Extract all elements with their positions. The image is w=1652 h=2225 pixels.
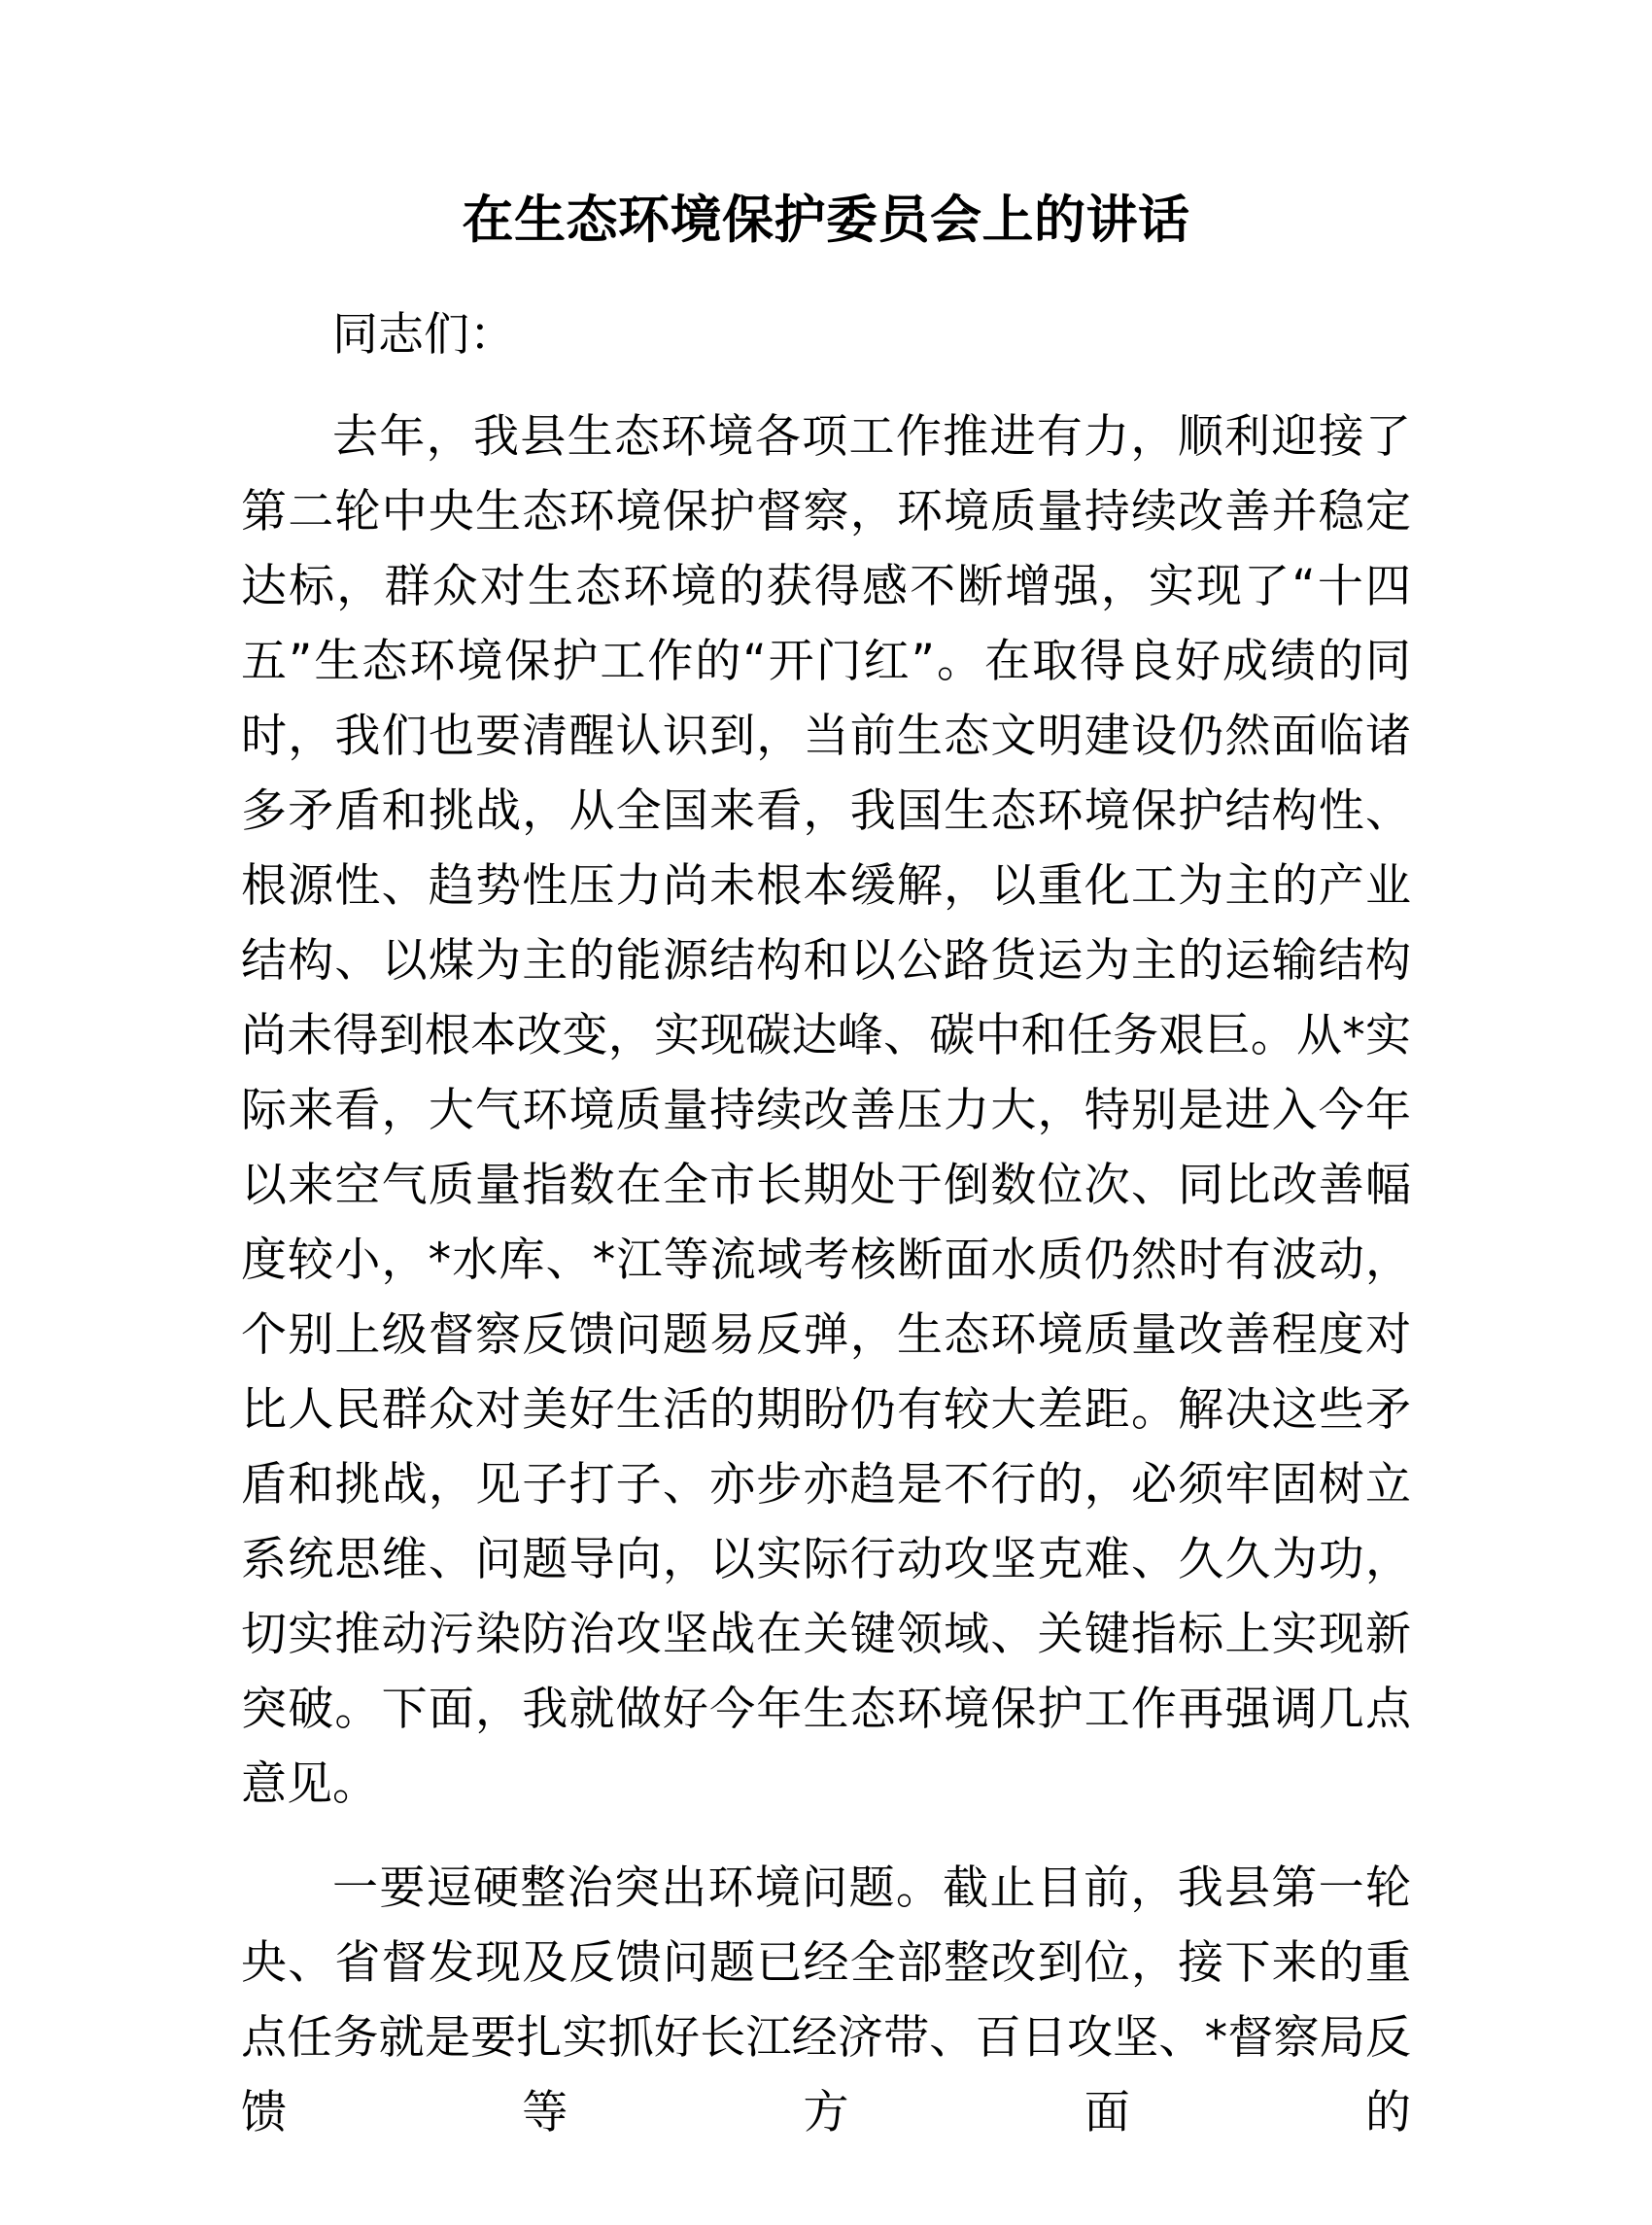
salutation: 同志们：	[332, 308, 515, 362]
page-title: 在生态环境保护委员会上的讲话	[462, 191, 1190, 250]
body-paragraph-2: 一要逗硬整治突出环境问题。截止目前，我县第一轮央、省督发现及反馈问题已经全部整改到位，接下来的重点任务就是要扎实抓好长江经济带、百日攻坚、*督察局反馈等方面的	[241, 1861, 1411, 2139]
document-body	[241, 0, 1411, 2225]
body-paragraph-1: 去年，我县生态环境各项工作推进有力，顺利迎接了第二轮中央生态环境保护督察，环境质量持续改善并稳定达标，群众对生态环境的获得感不断增强，实现了“十四五”生态环境保护工作的“开门红”。在取得良好成绩的同时，我们也要清醒认识到，当前生态文明建设仍然面临诸多矛盾和挑战，从全国来看，我国生态环境保护结构性、根源性、趋势性压力尚未根本缓解，以重化工为主的产业结构、以煤为主的能源结构和以公路货运为主的运输结构尚未得到根本改变，实现碳达峰、碳中和任务艰巨。从*实际来看，大气环境质量持续改善压力大，特别是进入今年以来空气质量指数在全市长期处于倒数位次、同比改善幅度较小，*水库、*江等流域考核断面水质仍然时有波动，个别上级督察反馈问题易反弹，生态环境质量改善程度对比人民群众对美好生活的期盼仍有较大差距。解决这些矛盾和挑战，见子打子、亦步亦趋是不行的，必须牢固树立系统思维、问题导向，以实际行动攻坚克难、久久为功，切实推动污染防治攻坚战在关键领域、关键指标上实现新突破。下面，我就做好今年生态环境保护工作再强调几点意见。	[241, 410, 1411, 1811]
